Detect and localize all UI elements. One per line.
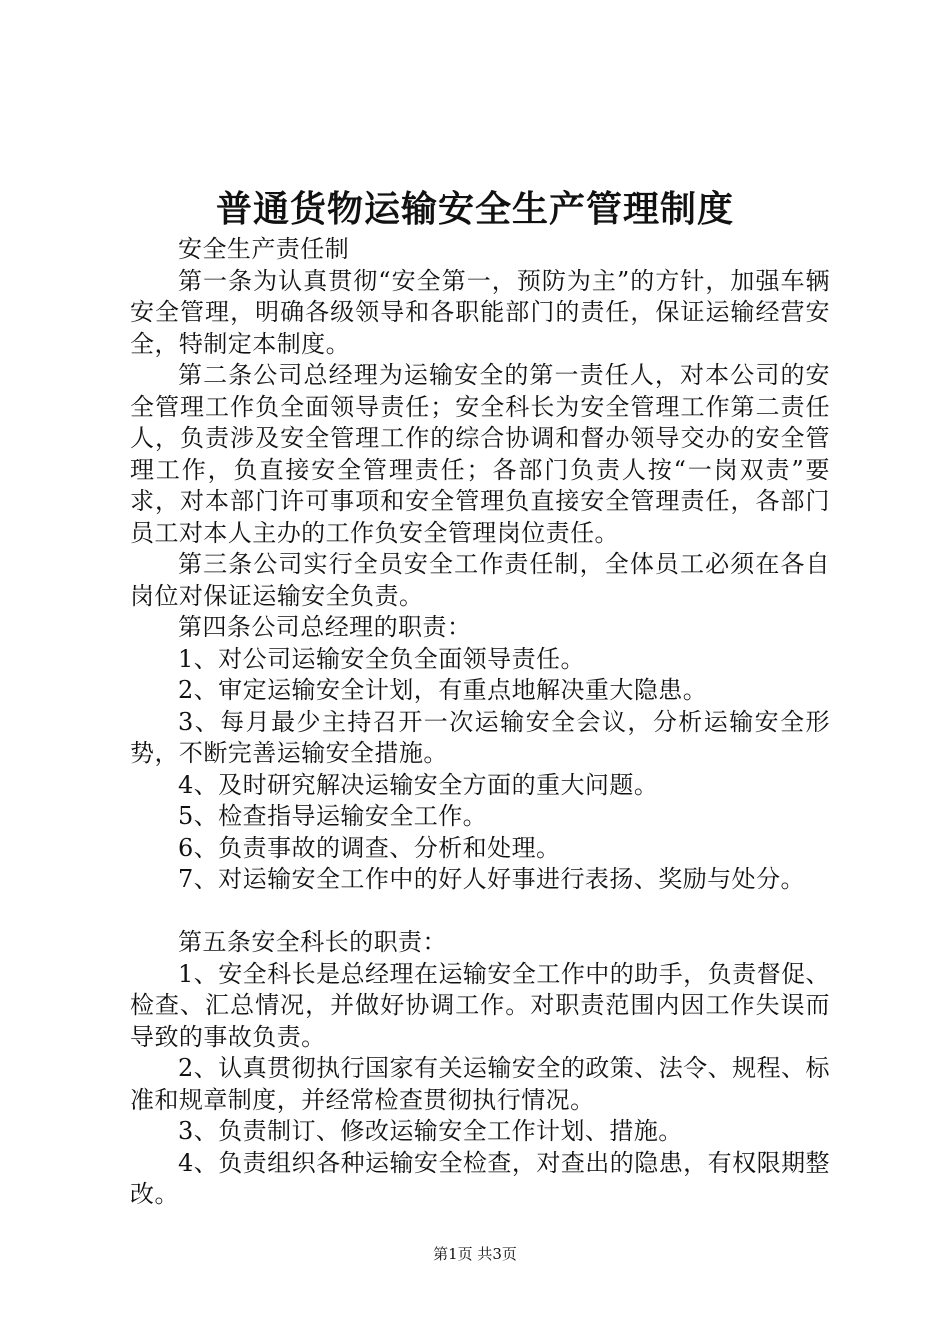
paragraph-article-4-heading: 第四条公司总经理的职责：: [178, 613, 472, 641]
document-body: [130, 234, 830, 1211]
paragraph-gap: [130, 896, 830, 928]
list-item-chief-duty-3: 3、负责制订、修改运输安全工作计划、措施。: [178, 1117, 683, 1145]
list-item-gm-duty-6: 6、负责事故的调查、分析和处理。: [178, 833, 561, 862]
list-item-gm-duty-4: 4、及时研究解决运输安全方面的重大问题。: [178, 770, 659, 799]
document-title: 普通货物运输安全生产管理制度: [215, 188, 734, 230]
paragraph-article-1: 第一条为认真贯彻“安全第一，预防为主”的方针，加强车辆安全管理，明确各级领导和各职能部门的责任，保证运输经营安全，特制定本制度。: [130, 266, 830, 358]
list-item-chief-duty-4: 4、负责组织各种运输安全检查，对查出的隐患，有权限期整改。: [130, 1148, 830, 1208]
list-item-gm-duty-5: 5、检查指导运输安全工作。: [178, 802, 488, 830]
list-item-gm-duty-2: 2、审定运输安全计划，有重点地解决重大隐患。: [178, 676, 708, 704]
list-item-chief-duty-2: 2、认真贯彻执行国家有关运输安全的政策、法令、规程、标准和规章制度，并经常检查贯彻执行情况。: [130, 1054, 830, 1114]
list-item-gm-duty-7: 7、对运输安全工作中的好人好事进行表扬、奖励与处分。: [178, 865, 805, 893]
list-item-gm-duty-1: 1、对公司运输安全负全面领导责任。: [178, 644, 585, 673]
list-item-chief-duty-1: 1、安全科长是总经理在运输安全工作中的助手，负责督促、检查、汇总情况，并做好协调工作。对职责范围内因工作失误而导致的事故负责。: [130, 959, 830, 1051]
paragraph-article-2: 第二条公司总经理为运输安全的第一责任人，对本公司的安全管理工作负全面领导责任；安全科长为安全管理工作第二责任人，负责涉及安全管理工作的综合协调和督办领导交办的安全管理工作，负直接安全管理责任；各部门负责人按“一岗双责”要求，对本部门许可事项和安全管理负直接安全管理责任，各部门员工对本人主办的工作负安全管理岗位责任。: [130, 361, 830, 547]
section-heading: 安全生产责任制: [178, 235, 350, 263]
paragraph-article-5-heading: 第五条安全科长的职责：: [178, 928, 447, 956]
list-item-gm-duty-3: 3、每月最少主持召开一次运输安全会议，分析运输安全形势，不断完善运输安全措施。: [130, 707, 830, 767]
paragraph-article-3: 第三条公司实行全员安全工作责任制，全体员工必须在各自岗位对保证运输安全负责。: [130, 550, 830, 610]
page-footer: 第1页 共3页: [433, 1245, 517, 1263]
